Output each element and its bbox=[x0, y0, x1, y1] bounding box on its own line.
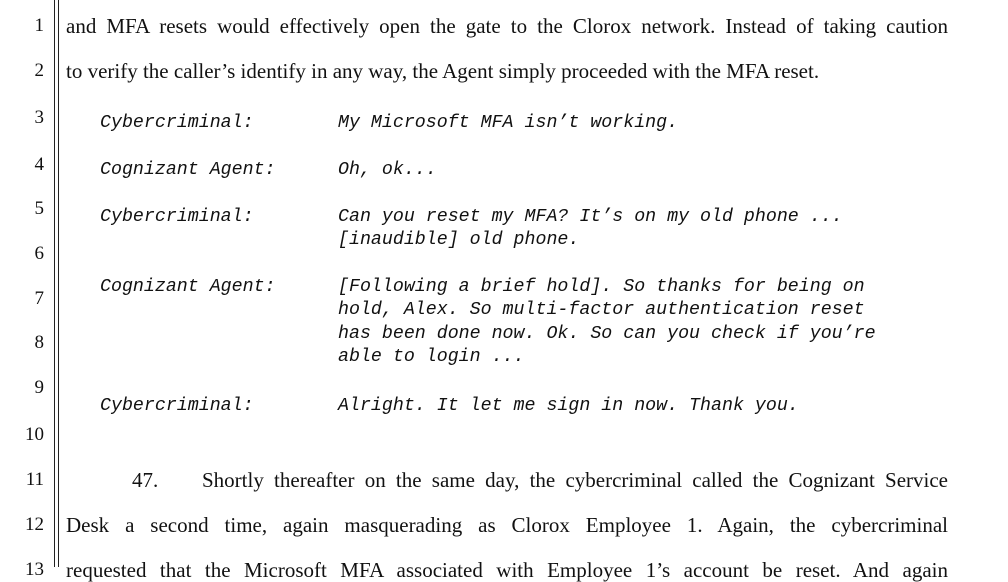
transcript-speaker: Cybercriminal: bbox=[100, 113, 254, 133]
paragraph-text-line: and MFA resets would effectively open the gate to the Clorox network. Instead of taking caution bbox=[66, 14, 948, 38]
line-number: 7 bbox=[34, 288, 44, 309]
line-number: 12 bbox=[25, 514, 44, 535]
paragraph-number: 47. bbox=[132, 468, 159, 492]
line-number: 6 bbox=[34, 243, 44, 264]
paragraph-text-line: Shortly thereafter on the same day, the cybercriminal called the Cognizant Service bbox=[202, 468, 948, 492]
transcript-speaker: Cybercriminal: bbox=[100, 207, 254, 227]
paragraph-text-line: requested that the Microsoft MFA associated with Employee 1’s account be reset. And again bbox=[66, 558, 948, 582]
line-number: 3 bbox=[34, 107, 44, 128]
line-number: 2 bbox=[34, 60, 44, 81]
transcript-speaker: Cognizant Agent: bbox=[100, 277, 276, 297]
line-number: 9 bbox=[34, 377, 44, 398]
transcript-utterance: Can you reset my MFA? It’s on my old phone ... bbox=[338, 207, 843, 227]
line-number: 11 bbox=[25, 469, 44, 490]
line-number: 1 bbox=[34, 15, 44, 36]
transcript-utterance: hold, Alex. So multi-factor authentication reset bbox=[338, 300, 865, 320]
paragraph-text-line: to verify the caller’s identify in any way, the Agent simply proceeded with the MFA reset. bbox=[66, 59, 820, 83]
transcript-speaker: Cybercriminal: bbox=[100, 396, 254, 416]
transcript-utterance: Oh, ok... bbox=[338, 160, 437, 180]
transcript-utterance: [inaudible] old phone. bbox=[338, 230, 580, 250]
transcript-utterance: has been done now. Ok. So can you check if you’re bbox=[338, 324, 876, 344]
line-number: 10 bbox=[25, 424, 44, 445]
transcript-utterance: Alright. It let me sign in now. Thank you. bbox=[338, 396, 799, 416]
line-number: 13 bbox=[25, 559, 44, 580]
line-number: 4 bbox=[34, 154, 44, 175]
left-margin-rule-inner bbox=[58, 0, 59, 567]
transcript-utterance: My Microsoft MFA isn’t working. bbox=[338, 113, 679, 133]
line-number: 5 bbox=[34, 198, 44, 219]
left-margin-rule-outer bbox=[54, 0, 55, 567]
transcript-speaker: Cognizant Agent: bbox=[100, 160, 276, 180]
transcript-utterance: [Following a brief hold]. So thanks for being on bbox=[338, 277, 865, 297]
transcript-utterance: able to login ... bbox=[338, 347, 525, 367]
line-number: 8 bbox=[34, 332, 44, 353]
paragraph-text-line: Desk a second time, again masquerading as Clorox Employee 1. Again, the cybercriminal bbox=[66, 513, 948, 537]
